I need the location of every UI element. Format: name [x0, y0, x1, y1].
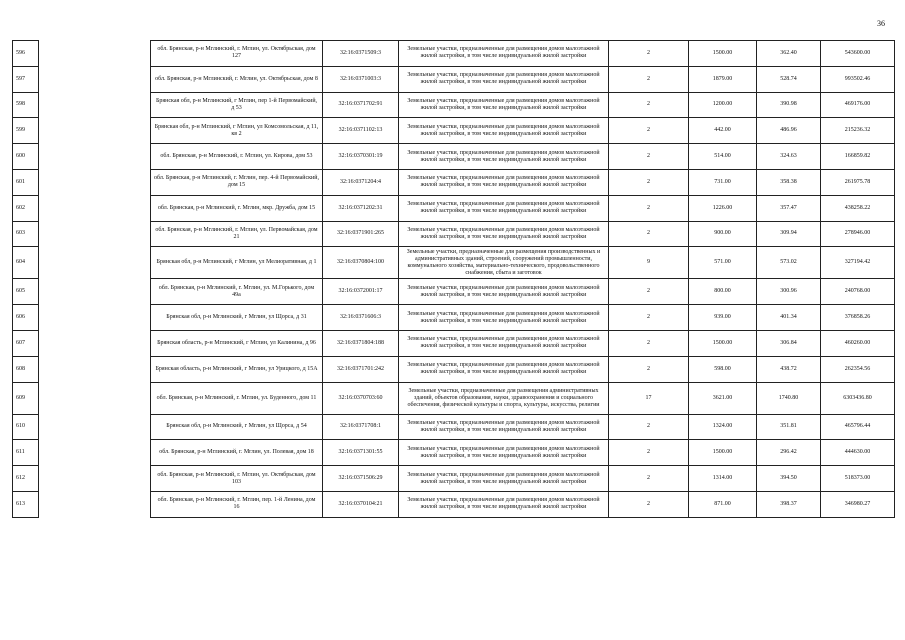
spacer-cell	[39, 356, 151, 382]
table-row	[13, 195, 895, 221]
cadastral-number-cell: 32:16:0370703:60	[323, 382, 399, 414]
specific-value-cell: 1740.80	[757, 382, 821, 414]
spacer-cell	[39, 247, 151, 279]
row-number-cell: 598	[13, 92, 39, 118]
address-cell: Брянская область, р-н Мглинский, г Мглин, ул Урицкого, д 15А	[151, 356, 323, 382]
specific-value-cell: 358.38	[757, 169, 821, 195]
table-row	[13, 491, 895, 517]
group-code-cell: 2	[609, 118, 689, 144]
cadastral-number-cell: 32:16:0371702:91	[323, 92, 399, 118]
cadastral-value-cell: 518373.00	[821, 466, 895, 492]
cadastral-value-cell: 543600.00	[821, 41, 895, 67]
group-code-cell: 2	[609, 466, 689, 492]
cadastral-number-cell: 32:16:0371804:188	[323, 330, 399, 356]
page-number: 36	[877, 19, 885, 28]
cadastral-number-cell: 32:16:0370104:21	[323, 491, 399, 517]
group-code-cell: 2	[609, 356, 689, 382]
specific-value-cell: 300.96	[757, 279, 821, 305]
cadastral-value-cell: 444630.00	[821, 440, 895, 466]
specific-value-cell: 401.34	[757, 305, 821, 331]
cadastral-number-cell: 32:16:0371506:29	[323, 466, 399, 492]
land-use-cell: Земельные участки, предназначенные для размещения домов малоэтажной жилой застройки, в том числе индивидуальной жилой застройки	[399, 279, 609, 305]
land-use-cell: Земельные участки, предназначенные для размещения домов малоэтажной жилой застройки, в том числе индивидуальной жилой застройки	[399, 195, 609, 221]
spacer-cell	[39, 414, 151, 440]
area-cell: 3621.00	[689, 382, 757, 414]
cadastral-number-cell: 32:16:0371301:55	[323, 440, 399, 466]
specific-value-cell: 486.96	[757, 118, 821, 144]
row-number-cell: 603	[13, 221, 39, 247]
cadastral-number-cell: 32:16:0371701:242	[323, 356, 399, 382]
table-row	[13, 330, 895, 356]
address-cell: обл. Брянская, р-н Мглинский, г. Мглин, пер. 4-й Первомайский, дом 15	[151, 169, 323, 195]
specific-value-cell: 357.47	[757, 195, 821, 221]
table-row	[13, 144, 895, 170]
table-row	[13, 382, 895, 414]
row-number-cell: 596	[13, 41, 39, 67]
land-use-cell: Земельные участки, предназначенные для размещения производственных и административных зданий, строений, сооружений промышленности, коммунального хозяйства, материально-технического, продовольственного снабжения, сбыта и заготовок	[399, 247, 609, 279]
group-code-cell: 2	[609, 66, 689, 92]
specific-value-cell: 351.81	[757, 414, 821, 440]
address-cell: Брянская область, р-н Мглинский, г Мглин, ул Калинина, д 96	[151, 330, 323, 356]
row-number-cell: 605	[13, 279, 39, 305]
row-number-cell: 606	[13, 305, 39, 331]
address-cell: обл. Брянская, р-н Мглинский, г. Мглин, ул. М.Горького, дом 49а	[151, 279, 323, 305]
cadastral-number-cell: 32:16:0371204:4	[323, 169, 399, 195]
spacer-cell	[39, 195, 151, 221]
group-code-cell: 2	[609, 144, 689, 170]
spacer-cell	[39, 118, 151, 144]
group-code-cell: 2	[609, 92, 689, 118]
land-use-cell: Земельные участки, предназначенные для размещения домов малоэтажной жилой застройки, в том числе индивидуальной жилой застройки	[399, 466, 609, 492]
row-number-cell: 602	[13, 195, 39, 221]
cadastral-number-cell: 32:16:0371509:3	[323, 41, 399, 67]
address-cell: обл. Брянская, р-н Мглинский, г. Мглин, пер. 1-й Ленина, дом 16	[151, 491, 323, 517]
land-use-cell: Земельные участки, предназначенные для размещения домов малоэтажной жилой застройки, в том числе индивидуальной жилой застройки	[399, 92, 609, 118]
row-number-cell: 599	[13, 118, 39, 144]
row-number-cell: 612	[13, 466, 39, 492]
land-use-cell: Земельные участки, предназначенные для размещения домов малоэтажной жилой застройки, в том числе индивидуальной жилой застройки	[399, 491, 609, 517]
area-cell: 1500.00	[689, 41, 757, 67]
address-cell: обл. Брянская, р-н Мглинский, г. Мглин, ул. Буденного, дом 11	[151, 382, 323, 414]
area-cell: 1200.00	[689, 92, 757, 118]
land-plot-registry-table	[12, 40, 895, 518]
land-use-cell: Земельные участки, предназначенные для размещения домов малоэтажной жилой застройки, в том числе индивидуальной жилой застройки	[399, 440, 609, 466]
land-use-cell: Земельные участки, предназначенные для размещения домов малоэтажной жилой застройки, в том числе индивидуальной жилой застройки	[399, 144, 609, 170]
address-cell: обл. Брянская, р-н Мглинский, г. Мглин, ул. Кирова, дом 53	[151, 144, 323, 170]
spacer-cell	[39, 440, 151, 466]
land-use-cell: Земельные участки, предназначенные для размещения административных зданий, объектов образования, науки, здравоохранения и социального обеспечения, физической культуры и спорта, культуры, искусства, религии	[399, 382, 609, 414]
address-cell: обл. Брянская, р-н Мглинский, г. Мглин, ул. Полевая, дом 18	[151, 440, 323, 466]
spacer-cell	[39, 41, 151, 67]
cadastral-value-cell: 438258.22	[821, 195, 895, 221]
specific-value-cell: 394.50	[757, 466, 821, 492]
row-number-cell: 611	[13, 440, 39, 466]
cadastral-number-cell: 32:16:0371901:265	[323, 221, 399, 247]
table-row	[13, 414, 895, 440]
area-cell: 1500.00	[689, 440, 757, 466]
land-use-cell: Земельные участки, предназначенные для размещения домов малоэтажной жилой застройки, в том числе индивидуальной жилой застройки	[399, 221, 609, 247]
row-number-cell: 604	[13, 247, 39, 279]
address-cell: обл. Брянская, р-н Мглинский, г. Мглин, мкр. Дружба, дом 15	[151, 195, 323, 221]
cadastral-value-cell: 460260.00	[821, 330, 895, 356]
row-number-cell: 610	[13, 414, 39, 440]
table-row	[13, 279, 895, 305]
cadastral-value-cell: 261975.78	[821, 169, 895, 195]
address-cell: обл. Брянская, р-н Мглинский, г. Мглин, ул. Октябрьская, дом 103	[151, 466, 323, 492]
group-code-cell: 2	[609, 305, 689, 331]
area-cell: 1324.00	[689, 414, 757, 440]
row-number-cell: 613	[13, 491, 39, 517]
spacer-cell	[39, 491, 151, 517]
group-code-cell: 2	[609, 440, 689, 466]
area-cell: 442.00	[689, 118, 757, 144]
spacer-cell	[39, 330, 151, 356]
land-use-cell: Земельные участки, предназначенные для размещения домов малоэтажной жилой застройки, в том числе индивидуальной жилой застройки	[399, 414, 609, 440]
group-code-cell: 2	[609, 279, 689, 305]
cadastral-value-cell: 166859.82	[821, 144, 895, 170]
cadastral-value-cell: 6303436.80	[821, 382, 895, 414]
group-code-cell: 17	[609, 382, 689, 414]
group-code-cell: 2	[609, 414, 689, 440]
spacer-cell	[39, 169, 151, 195]
cadastral-value-cell: 278946.00	[821, 221, 895, 247]
address-cell: обл. Брянская, р-н Мглинский, г. Мглин, ул. Первомайская, дом 21	[151, 221, 323, 247]
land-use-cell: Земельные участки, предназначенные для размещения домов малоэтажной жилой застройки, в том числе индивидуальной жилой застройки	[399, 41, 609, 67]
table-row	[13, 221, 895, 247]
address-cell: обл. Брянская, р-н Мглинский, г. Мглин, ул. Октябрьская, дом 8	[151, 66, 323, 92]
specific-value-cell: 528.74	[757, 66, 821, 92]
table-body	[13, 41, 895, 518]
area-cell: 514.00	[689, 144, 757, 170]
cadastral-number-cell: 32:16:0371202:31	[323, 195, 399, 221]
address-cell: обл. Брянская, р-н Мглинский, г. Мглин, ул. Октябрьская, дом 127	[151, 41, 323, 67]
area-cell: 1226.00	[689, 195, 757, 221]
row-number-cell: 597	[13, 66, 39, 92]
spacer-cell	[39, 305, 151, 331]
table-row	[13, 356, 895, 382]
specific-value-cell: 438.72	[757, 356, 821, 382]
address-cell: Брянская обл, р-н Мглинский, г Мглин, ул Щорса, д 31	[151, 305, 323, 331]
cadastral-number-cell: 32:16:0371003:3	[323, 66, 399, 92]
area-cell: 571.00	[689, 247, 757, 279]
area-cell: 1314.00	[689, 466, 757, 492]
row-number-cell: 608	[13, 356, 39, 382]
area-cell: 1879.00	[689, 66, 757, 92]
cadastral-number-cell: 32:16:0371606:3	[323, 305, 399, 331]
spacer-cell	[39, 221, 151, 247]
cadastral-value-cell: 262354.56	[821, 356, 895, 382]
area-cell: 939.00	[689, 305, 757, 331]
group-code-cell: 2	[609, 41, 689, 67]
cadastral-number-cell: 32:16:0371708:1	[323, 414, 399, 440]
table-row	[13, 118, 895, 144]
address-cell: Брянская обл, р-н Мглинский, г Мглин, ул Щорса, д 54	[151, 414, 323, 440]
cadastral-number-cell: 32:16:0370301:19	[323, 144, 399, 170]
spacer-cell	[39, 66, 151, 92]
row-number-cell: 600	[13, 144, 39, 170]
row-number-cell: 607	[13, 330, 39, 356]
table-row	[13, 247, 895, 279]
land-use-cell: Земельные участки, предназначенные для размещения домов малоэтажной жилой застройки, в том числе индивидуальной жилой застройки	[399, 118, 609, 144]
table-row	[13, 41, 895, 67]
cadastral-number-cell: 32:16:0371102:13	[323, 118, 399, 144]
row-number-cell: 609	[13, 382, 39, 414]
land-use-cell: Земельные участки, предназначенные для размещения домов малоэтажной жилой застройки, в том числе индивидуальной жилой застройки	[399, 66, 609, 92]
row-number-cell: 601	[13, 169, 39, 195]
land-use-cell: Земельные участки, предназначенные для размещения домов малоэтажной жилой застройки, в том числе индивидуальной жилой застройки	[399, 356, 609, 382]
land-use-cell: Земельные участки, предназначенные для размещения домов малоэтажной жилой застройки, в том числе индивидуальной жилой застройки	[399, 305, 609, 331]
table-row	[13, 169, 895, 195]
specific-value-cell: 306.84	[757, 330, 821, 356]
area-cell: 800.00	[689, 279, 757, 305]
cadastral-number-cell: 32:16:0370804:100	[323, 247, 399, 279]
land-use-cell: Земельные участки, предназначенные для размещения домов малоэтажной жилой застройки, в том числе индивидуальной жилой застройки	[399, 169, 609, 195]
specific-value-cell: 573.02	[757, 247, 821, 279]
cadastral-value-cell: 993502.46	[821, 66, 895, 92]
table-row	[13, 305, 895, 331]
cadastral-value-cell: 376858.26	[821, 305, 895, 331]
group-code-cell: 2	[609, 169, 689, 195]
cadastral-value-cell: 240768.00	[821, 279, 895, 305]
area-cell: 871.00	[689, 491, 757, 517]
table-row	[13, 92, 895, 118]
group-code-cell: 9	[609, 247, 689, 279]
spacer-cell	[39, 92, 151, 118]
cadastral-value-cell: 327194.42	[821, 247, 895, 279]
table-row	[13, 66, 895, 92]
cadastral-value-cell: 215236.32	[821, 118, 895, 144]
spacer-cell	[39, 279, 151, 305]
table-row	[13, 440, 895, 466]
specific-value-cell: 362.40	[757, 41, 821, 67]
table-row	[13, 466, 895, 492]
specific-value-cell: 309.94	[757, 221, 821, 247]
area-cell: 900.00	[689, 221, 757, 247]
address-cell: Брянская обл, р-н Мглинский, г Мглин, ул Комсомольская, д 11, кв 2	[151, 118, 323, 144]
address-cell: Брянская обл, р-н Мглинский, г Мглин, ул Мелиоративная, д 1	[151, 247, 323, 279]
address-cell: Брянская обл, р-н Мглинский, г Мглин, пер 1-й Первомайский, д 53	[151, 92, 323, 118]
area-cell: 1500.00	[689, 330, 757, 356]
cadastral-value-cell: 465796.44	[821, 414, 895, 440]
cadastral-value-cell: 469176.00	[821, 92, 895, 118]
cadastral-value-cell: 346980.27	[821, 491, 895, 517]
group-code-cell: 2	[609, 195, 689, 221]
area-cell: 598.00	[689, 356, 757, 382]
specific-value-cell: 390.98	[757, 92, 821, 118]
cadastral-number-cell: 32:16:0372001:17	[323, 279, 399, 305]
group-code-cell: 2	[609, 221, 689, 247]
area-cell: 731.00	[689, 169, 757, 195]
specific-value-cell: 296.42	[757, 440, 821, 466]
spacer-cell	[39, 382, 151, 414]
group-code-cell: 2	[609, 330, 689, 356]
group-code-cell: 2	[609, 491, 689, 517]
specific-value-cell: 398.37	[757, 491, 821, 517]
spacer-cell	[39, 144, 151, 170]
land-use-cell: Земельные участки, предназначенные для размещения домов малоэтажной жилой застройки, в том числе индивидуальной жилой застройки	[399, 330, 609, 356]
spacer-cell	[39, 466, 151, 492]
specific-value-cell: 324.63	[757, 144, 821, 170]
